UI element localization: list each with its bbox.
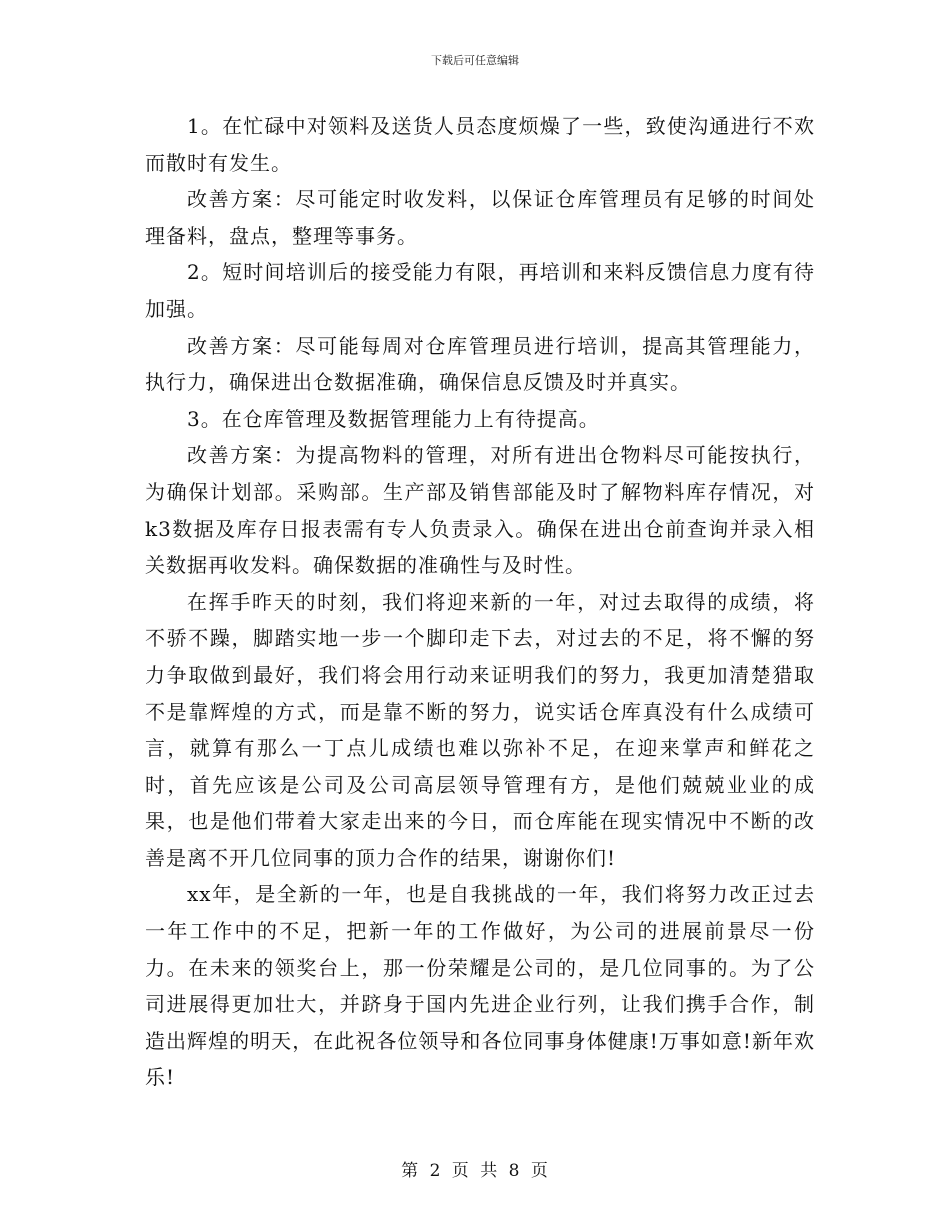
paragraph-issue-3: 3。在仓库管理及数据管理能力上有待提高。 [187, 406, 600, 431]
paragraph-closing: xx年，是全新的一年，也是自我挑战的一年，我们将努力改正过去一年工作中的不足，把新一年的工作做好，为公司的进展前景尽一份力。在未来的领奖台上，那一份荣耀是公司的，是几位同事的。为了公司进展得更加壮大，并跻身于国内先进企业行列，让我们携手合作，制造出辉煌的明天，在此祝各位领导和各位同事身体健康!万事如意!新年欢乐! [145, 882, 815, 1090]
paragraph-solution-2: 改善方案：尽可能每周对仓库管理员进行培训，提高其管理能力，执行力，确保进出仓数据准确，确保信息反馈及时并真实。 [145, 333, 815, 395]
paragraph-solution-3: 改善方案：为提高物料的管理，对所有进出仓物料尽可能按执行，为确保计划部。采购部。生产部及销售部能及时了解物料库存情况，对k3数据及库存日报表需有专人负责录入。确保在进出仓前查询并录入相关数据再收发料。确保数据的准确性与及时性。 [145, 443, 815, 578]
paragraph-reflection: 在挥手昨天的时刻，我们将迎来新的一年，对过去取得的成绩，将不骄不躁，脚踏实地一步一个脚印走下去，对过去的不足，将不懈的努力争取做到最好，我们将会用行动来证明我们的努力，我更加清楚猎取不是靠辉煌的方式，而是靠不断的努力，说实话仓库真没有什么成绩可言，就算有那么一丁点儿成绩也难以弥补不足，在迎来掌声和鲜花之时，首先应该是公司及公司高层领导管理有方，是他们兢兢业业的成果，也是他们带着大家走出来的今日，而仓库能在现实情况中不断的改善是离不开几位同事的顶力合作的结果，谢谢你们! [145, 589, 815, 870]
document-body [145, 108, 815, 1096]
paragraph-issue-2: 2。短时间培训后的接受能力有限，再培训和来料反馈信息力度有待加强。 [145, 260, 815, 321]
paragraph-solution-1: 改善方案：尽可能定时收发料，以保证仓库管理员有足够的时间处理备料，盘点，整理等事务。 [145, 187, 815, 248]
page-number: 第 2 页 共 8 页 [401, 1161, 549, 1181]
paragraph-issue-1: 1。在忙碌中对领料及送货人员态度烦燥了一些，致使沟通进行不欢而散时有发生。 [145, 114, 815, 175]
page-header: 下载后可任意编辑 [431, 54, 519, 67]
